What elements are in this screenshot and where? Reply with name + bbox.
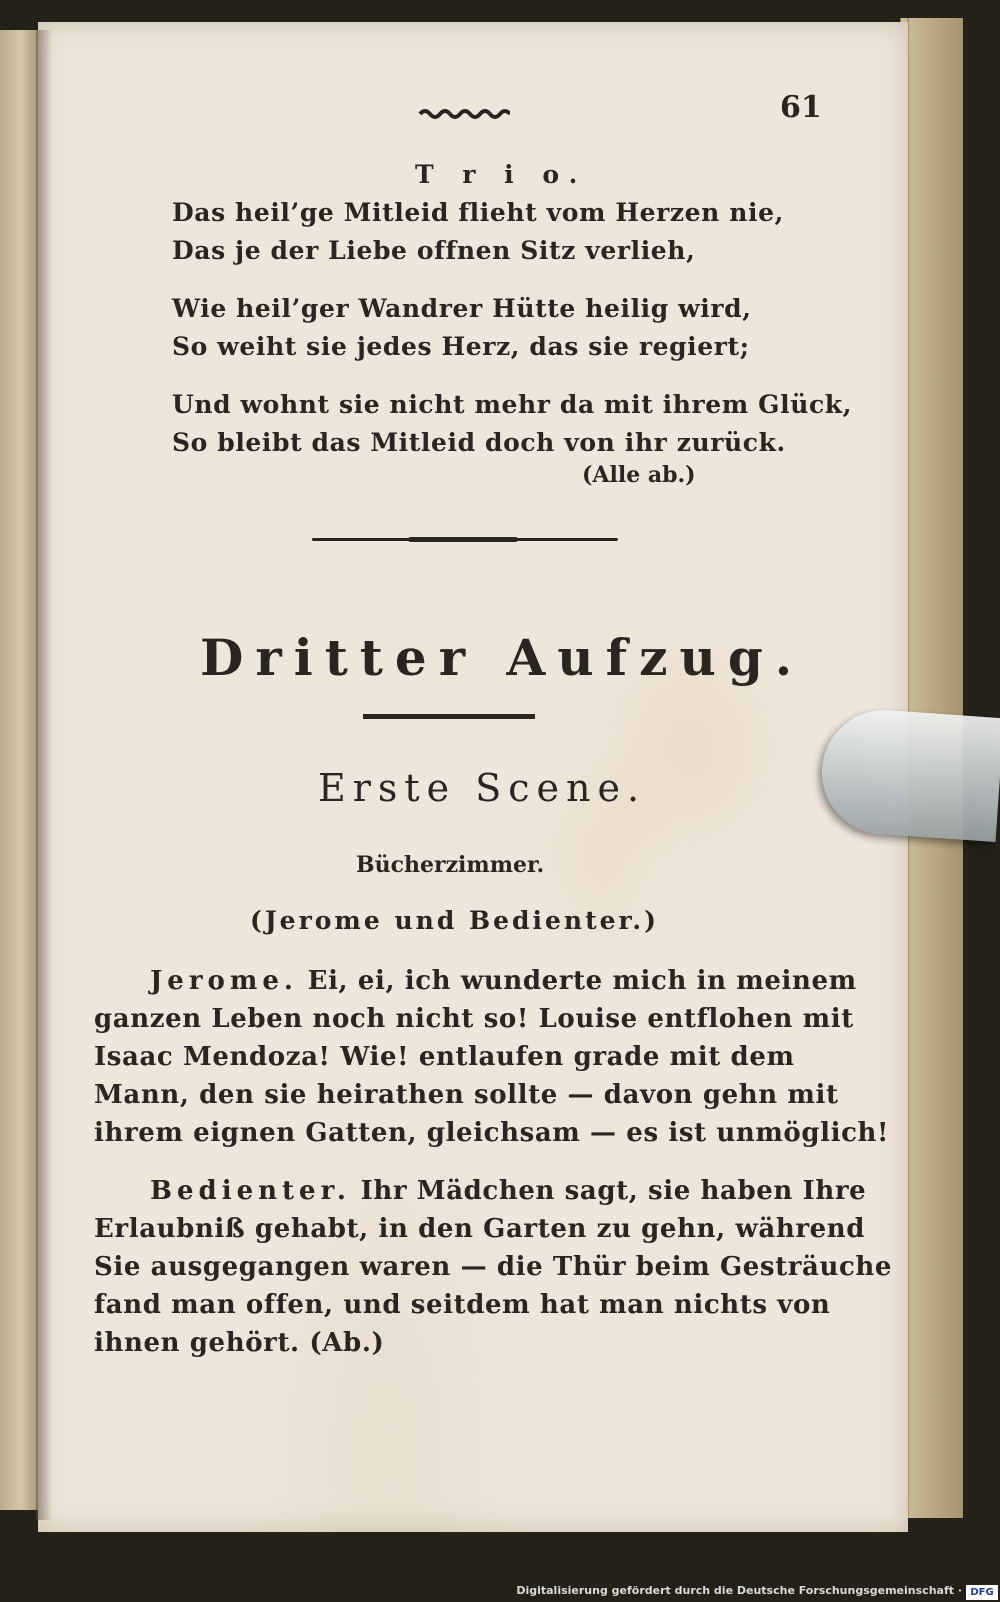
- scene-title: Erste Scene.: [318, 766, 647, 810]
- page-number: 61: [780, 90, 822, 125]
- speech-line: ihrem eignen Gatten, gleichsam — es ist unmöglich!: [94, 1118, 890, 1148]
- left-page-edge: [0, 30, 40, 1510]
- divider-rule: [363, 714, 535, 719]
- verse-line: Und wohnt sie nicht mehr da mit ihrem Glück,: [172, 390, 853, 419]
- verse-line: Das je der Liebe offnen Sitz verlieh,: [172, 236, 696, 265]
- speech-line: Sie ausgegangen waren — die Thür beim Gesträuche: [94, 1252, 893, 1282]
- divider-rule: [312, 538, 618, 541]
- trio-heading: T r i o.: [415, 160, 588, 189]
- speech-line: fand man offen, und seitdem hat man nichts von: [94, 1290, 831, 1320]
- speech-text: Ei, ei, ich wunderte mich in meinem: [307, 966, 857, 996]
- footer-credit: [516, 1584, 1000, 1602]
- footer-credit-text: Digitalisierung gefördert durch die Deutsche Forschungsgemeinschaft ·: [516, 1584, 962, 1597]
- speech-line: [150, 1176, 866, 1206]
- stage-direction: (Alle ab.): [582, 462, 696, 488]
- verse-line: Wie heil’ger Wandrer Hütte heilig wird,: [172, 294, 752, 323]
- speaker-name: Jerome.: [150, 966, 298, 996]
- speech-line: Erlaubniß gehabt, in den Garten zu gehn, während: [94, 1214, 866, 1244]
- speaker-name: Bedienter.: [150, 1176, 351, 1206]
- speech-line: Mann, den sie heirathen sollte — davon gehn mit: [94, 1080, 839, 1110]
- scene-persons: (Jerome und Bedienter.): [250, 906, 659, 935]
- speech-line: ganzen Leben noch nicht so! Louise entflohen mit: [94, 1004, 854, 1034]
- verse-line: Das heil’ge Mitleid flieht vom Herzen nie,: [172, 198, 784, 227]
- speech-line: ihnen gehört. (Ab.): [94, 1328, 385, 1358]
- scene-location: Bücherzimmer.: [356, 852, 545, 878]
- verse-line: So weiht sie jedes Herz, das sie regiert;: [172, 332, 750, 361]
- speech-line: [150, 966, 857, 996]
- dfg-logo-icon: DFG: [966, 1585, 998, 1600]
- gutter-shadow: [36, 30, 52, 1520]
- act-title: Dritter Aufzug.: [200, 628, 805, 687]
- verse-line: So bleibt das Mitleid doch von ihr zurück.: [172, 428, 786, 457]
- ornament-icon: [418, 108, 510, 122]
- speech-text: Ihr Mädchen sagt, sie haben Ihre: [360, 1176, 867, 1206]
- speech-line: Isaac Mendoza! Wie! entlaufen grade mit dem: [94, 1042, 795, 1072]
